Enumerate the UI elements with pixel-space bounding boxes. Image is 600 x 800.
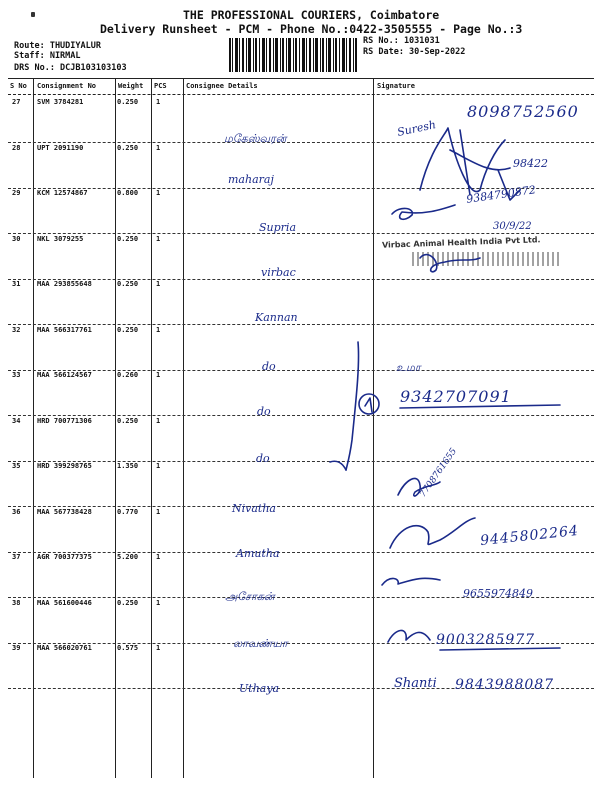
cell-pcs: 1 <box>156 416 161 425</box>
route-label: Route: THUDIYALUR <box>14 41 101 51</box>
consignee-handwriting: do <box>262 360 276 373</box>
cell-weight: 5.200 <box>117 553 139 561</box>
phone-number-handwriting: 9342707091 <box>400 387 512 406</box>
cell-consignment-no: NKL 3079255 <box>37 234 84 243</box>
cell-weight: 0.250 <box>117 234 139 243</box>
consignee-handwriting: do <box>256 452 270 465</box>
phone-number-handwriting: 9843988087 <box>455 677 555 693</box>
consignee-handwriting: Nivatha <box>232 502 276 515</box>
phone-number-handwriting: 9384790872 <box>465 183 537 206</box>
cell-pcs: 1 <box>156 644 161 652</box>
consignee-handwriting: do <box>257 405 271 418</box>
row-separator <box>8 415 594 416</box>
cell-sno: 31 <box>12 280 21 288</box>
cell-pcs: 1 <box>156 462 161 470</box>
consignee-handwriting: Kannan <box>255 311 298 324</box>
stamp-blur <box>412 252 562 266</box>
cell-weight: 0.250 <box>117 143 139 152</box>
cell-weight: 0.575 <box>117 644 139 652</box>
cell-sno: 37 <box>12 553 21 561</box>
phone-number-handwriting: 9445802264 <box>479 522 580 550</box>
consignee-handwriting: maharaj <box>228 173 274 186</box>
cell-sno: 38 <box>12 598 21 607</box>
row-separator <box>8 142 594 143</box>
cell-consignment-no: HRD 700771306 <box>37 416 92 425</box>
cell-consignment-no: HRD 399298765 <box>37 462 92 470</box>
col-header-consignment: Consignment No <box>37 82 97 90</box>
cell-consignment-no: AGR 700377375 <box>37 553 92 561</box>
company-stamp <box>382 232 572 280</box>
consignee-handwriting: Amutha <box>236 547 280 560</box>
rs-date: RS Date: 30-Sep-2022 <box>363 47 466 57</box>
phone-number-handwriting: 9003285977 <box>436 632 536 648</box>
table-top-rule <box>8 78 594 79</box>
consignee-handwriting: Uthaya <box>239 682 280 695</box>
cell-sno: 30 <box>12 234 21 243</box>
cell-consignment-no: UPT 2091190 <box>37 143 84 152</box>
col-header-sno: S No <box>10 82 27 90</box>
stamp-text: Virbac Animal Health India Pvt Ltd. <box>381 235 541 250</box>
cell-pcs: 1 <box>156 189 161 197</box>
col-header-signature: Signature <box>377 82 415 90</box>
cell-sno: 35 <box>12 462 21 470</box>
phone-number-handwriting: 9655974849 <box>463 587 533 600</box>
cell-weight: 0.250 <box>117 416 139 425</box>
cell-pcs: 1 <box>156 598 161 607</box>
col-divider <box>115 78 116 778</box>
cell-consignment-no: MAA 293855648 <box>37 280 92 288</box>
cell-sno: 36 <box>12 507 21 516</box>
row-separator <box>8 461 594 462</box>
drs-number: DRS No.: DCJB103103103 <box>14 63 127 73</box>
cell-weight: 0.800 <box>117 189 139 197</box>
col-header-pcs: PCS <box>154 82 167 90</box>
consignee-handwriting: Supria <box>259 221 296 234</box>
cell-consignment-no: SVM 3784281 <box>37 98 84 106</box>
signature-name: Shanti <box>394 676 437 691</box>
phone-number-handwriting: 98422 <box>513 157 548 170</box>
signature-name: Suresh <box>396 118 438 139</box>
cell-weight: 0.260 <box>117 371 139 379</box>
rs-number: RS No.: 1031031 <box>363 36 440 46</box>
consignee-handwriting: virbac <box>261 266 296 279</box>
col-divider <box>33 78 34 778</box>
col-divider <box>151 78 152 778</box>
cell-sno: 34 <box>12 416 21 425</box>
cell-weight: 0.770 <box>117 507 139 516</box>
runsheet-subtitle: Delivery Runsheet - PCM - Phone No.:0422-3505555 - Page No.:3 <box>100 22 523 36</box>
consignee-handwriting: மகேஸ்வரன் <box>224 132 287 145</box>
cell-pcs: 1 <box>156 507 161 516</box>
col-divider <box>373 78 374 778</box>
cell-weight: 0.250 <box>117 325 139 334</box>
cell-pcs: 1 <box>156 98 161 106</box>
cell-consignment-no: MAA 567738428 <box>37 507 92 516</box>
cell-pcs: 1 <box>156 553 161 561</box>
row-separator <box>8 506 594 507</box>
phone-number-handwriting: 7708761655 <box>418 446 460 500</box>
cell-pcs: 1 <box>156 143 161 152</box>
cell-pcs: 1 <box>156 325 161 334</box>
row-separator <box>8 324 594 325</box>
cell-consignment-no: MAA 566124567 <box>37 371 92 379</box>
row-separator <box>8 370 594 371</box>
cell-weight: 0.250 <box>117 598 139 607</box>
col-header-weight: Weight <box>118 82 144 90</box>
cell-sno: 27 <box>12 98 21 106</box>
date-handwriting: 30/9/22 <box>493 221 532 232</box>
cell-sno: 32 <box>12 325 21 334</box>
cell-sno: 29 <box>12 189 21 197</box>
phone-number-handwriting: 8098752560 <box>467 102 579 121</box>
row-separator <box>8 552 594 553</box>
cell-consignment-no: KCM 12574867 <box>37 189 88 197</box>
cell-consignment-no: MAA 566020761 <box>37 644 92 652</box>
col-header-consignee: Consignee Details <box>186 82 258 90</box>
cell-weight: 1.350 <box>117 462 139 470</box>
cell-consignment-no: MAA 566317761 <box>37 325 92 334</box>
cell-sno: 28 <box>12 143 21 152</box>
cell-sno: 33 <box>12 371 21 379</box>
cell-pcs: 1 <box>156 234 161 243</box>
header-bottom-rule <box>8 94 594 95</box>
staff-label: Staff: NIRMAL <box>14 51 81 61</box>
cell-weight: 0.250 <box>117 280 139 288</box>
barcode-image <box>229 38 357 72</box>
cell-sno: 39 <box>12 644 21 652</box>
cell-pcs: 1 <box>156 371 161 379</box>
col-divider <box>183 78 184 778</box>
cell-consignment-no: MAA 561600446 <box>37 598 92 607</box>
consignee-handwriting: லாவண்யா <box>233 637 288 650</box>
cell-weight: 0.250 <box>117 98 139 106</box>
consignee-handwriting: அசோகன் <box>225 590 275 603</box>
initial-handwriting: உமா <box>396 361 421 374</box>
cell-pcs: 1 <box>156 280 161 288</box>
scan-speck <box>31 12 35 17</box>
company-title: THE PROFESSIONAL COURIERS, Coimbatore <box>183 8 440 22</box>
